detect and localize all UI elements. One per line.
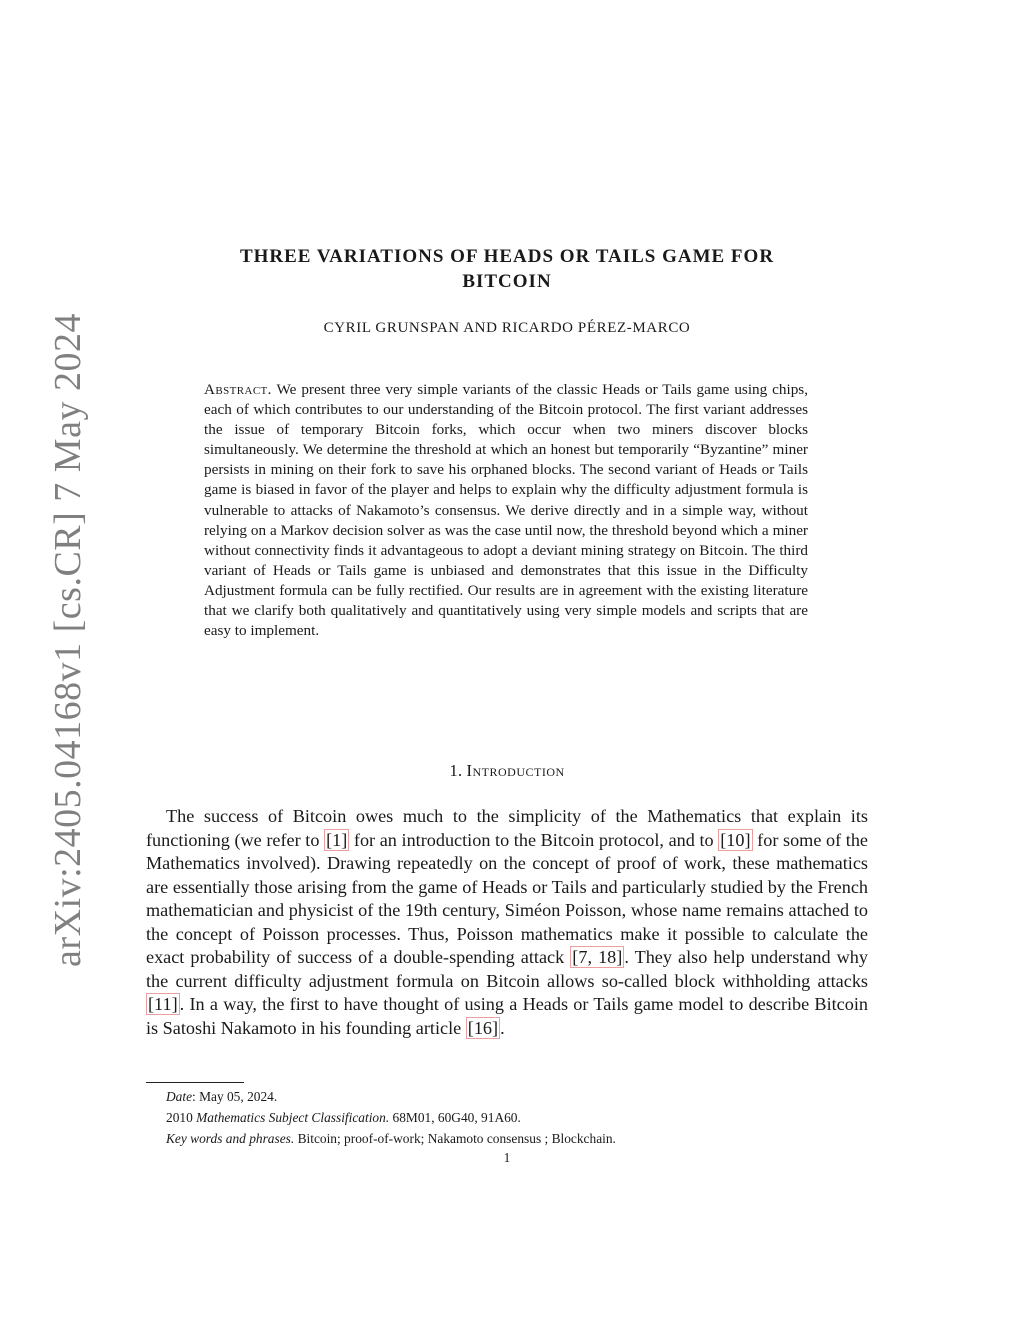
- footnote-keywords: [146, 1128, 868, 1149]
- abstract-text: We present three very simple variants of the classic Heads or Tails game using chips, each of which contributes to our understanding of the Bitcoin protocol. The first variant addresses the issue of temporary Bitcoin forks, which occur when two miners discover blocks simultaneously. We determine the threshold at which an honest but temporarily “Byzantine” miner persists in mining on their fork to save his orphaned blocks. The second variant of Heads or Tails game is biased in favor of the player and helps to explain why the difficulty adjustment formula is vulnerable to attacks of Nakamoto’s consensus. We derive directly and in a simple way, without relying on a Markov decision solver as was the case until now, the threshold beyond which a miner without connectivity finds it advantageous to adopt a deviant mining strategy on Bitcoin. The third variant of Heads or Tails game is unbiased and demonstrates that this issue in the Difficulty Adjustment formula can be fully rectified. Our results are in agreement with the existing literature that we clarify both qualitatively and quantitatively using very simple models and scripts that are easy to implement.: [204, 381, 809, 640]
- keywords-label: Key words and phrases.: [166, 1131, 295, 1147]
- msc-label: Mathematics Subject Classification.: [196, 1110, 390, 1126]
- citation-link[interactable]: [1]: [326, 829, 348, 850]
- paper-authors: CYRIL GRUNSPAN AND RICARDO PÉREZ-MARCO: [323, 320, 691, 336]
- citation-link[interactable]: [10]: [720, 829, 751, 850]
- abstract: [204, 380, 808, 641]
- intro-text-3: for some of the Mathematics involved). Drawing repeatedly on the concept of proof of work, these mathematics are essentially those arising from the game of Heads or Tails and particularly studied by the French mathematician and physicist of the 19th century, Siméon Poisson, whose name remains attached to the concept of Poisson processes. Thus, Poisson mathematics make it possible to calculate the exact probability of success of a double-spending attack: [146, 829, 869, 967]
- paper-title: [196, 244, 818, 294]
- page-number: 1: [503, 1150, 511, 1165]
- footnote-msc: [146, 1107, 868, 1128]
- section-number: 1.: [449, 761, 463, 780]
- msc-year: 2010: [166, 1110, 197, 1126]
- intro-text-5: . In a way, the first to have thought of using a Heads or Tails game model to describe Bitcoin is Satoshi Nakamoto in his founding article: [146, 994, 868, 1038]
- title-line-1: THREE VARIATIONS OF HEADS OR TAILS GAME FOR: [239, 246, 775, 267]
- citation-link[interactable]: [11]: [148, 994, 178, 1014]
- date-value: : May 05, 2024.: [192, 1089, 278, 1104]
- arxiv-identifier-stamp: arXiv:2405.04168v1 [cs.CR] 7 May 2024: [47, 313, 89, 967]
- intro-text-6: .: [500, 1017, 505, 1038]
- footnote-date: [146, 1086, 868, 1107]
- intro-text-1: The success of Bitcoin owes much to the simplicity of the Mathematics that explain its functioning (we refer to: [146, 806, 868, 850]
- section-heading: [146, 761, 868, 781]
- abstract-label: Abstract.: [204, 381, 272, 398]
- citation-link[interactable]: [7, 18]: [572, 947, 623, 967]
- date-label: Date: [166, 1089, 193, 1104]
- footnote-rule: [146, 1082, 244, 1083]
- msc-value: 68M01, 60G40, 91A60.: [389, 1110, 521, 1126]
- intro-text-4: . They also help understand why the current difficulty adjustment formula on Bitcoin allows so-called block withholding attacks: [146, 947, 868, 991]
- title-line-2: BITCOIN: [462, 271, 552, 292]
- keywords-value: Bitcoin; proof-of-work; Nakamoto consensus ; Blockchain.: [294, 1131, 616, 1147]
- section-title: Introduction: [466, 761, 565, 780]
- citation-link[interactable]: [16]: [467, 1017, 499, 1038]
- intro-paragraph: [146, 805, 868, 1040]
- footnotes: [146, 1086, 868, 1150]
- intro-text-2: for an introduction to the Bitcoin protocol, and to: [349, 829, 719, 850]
